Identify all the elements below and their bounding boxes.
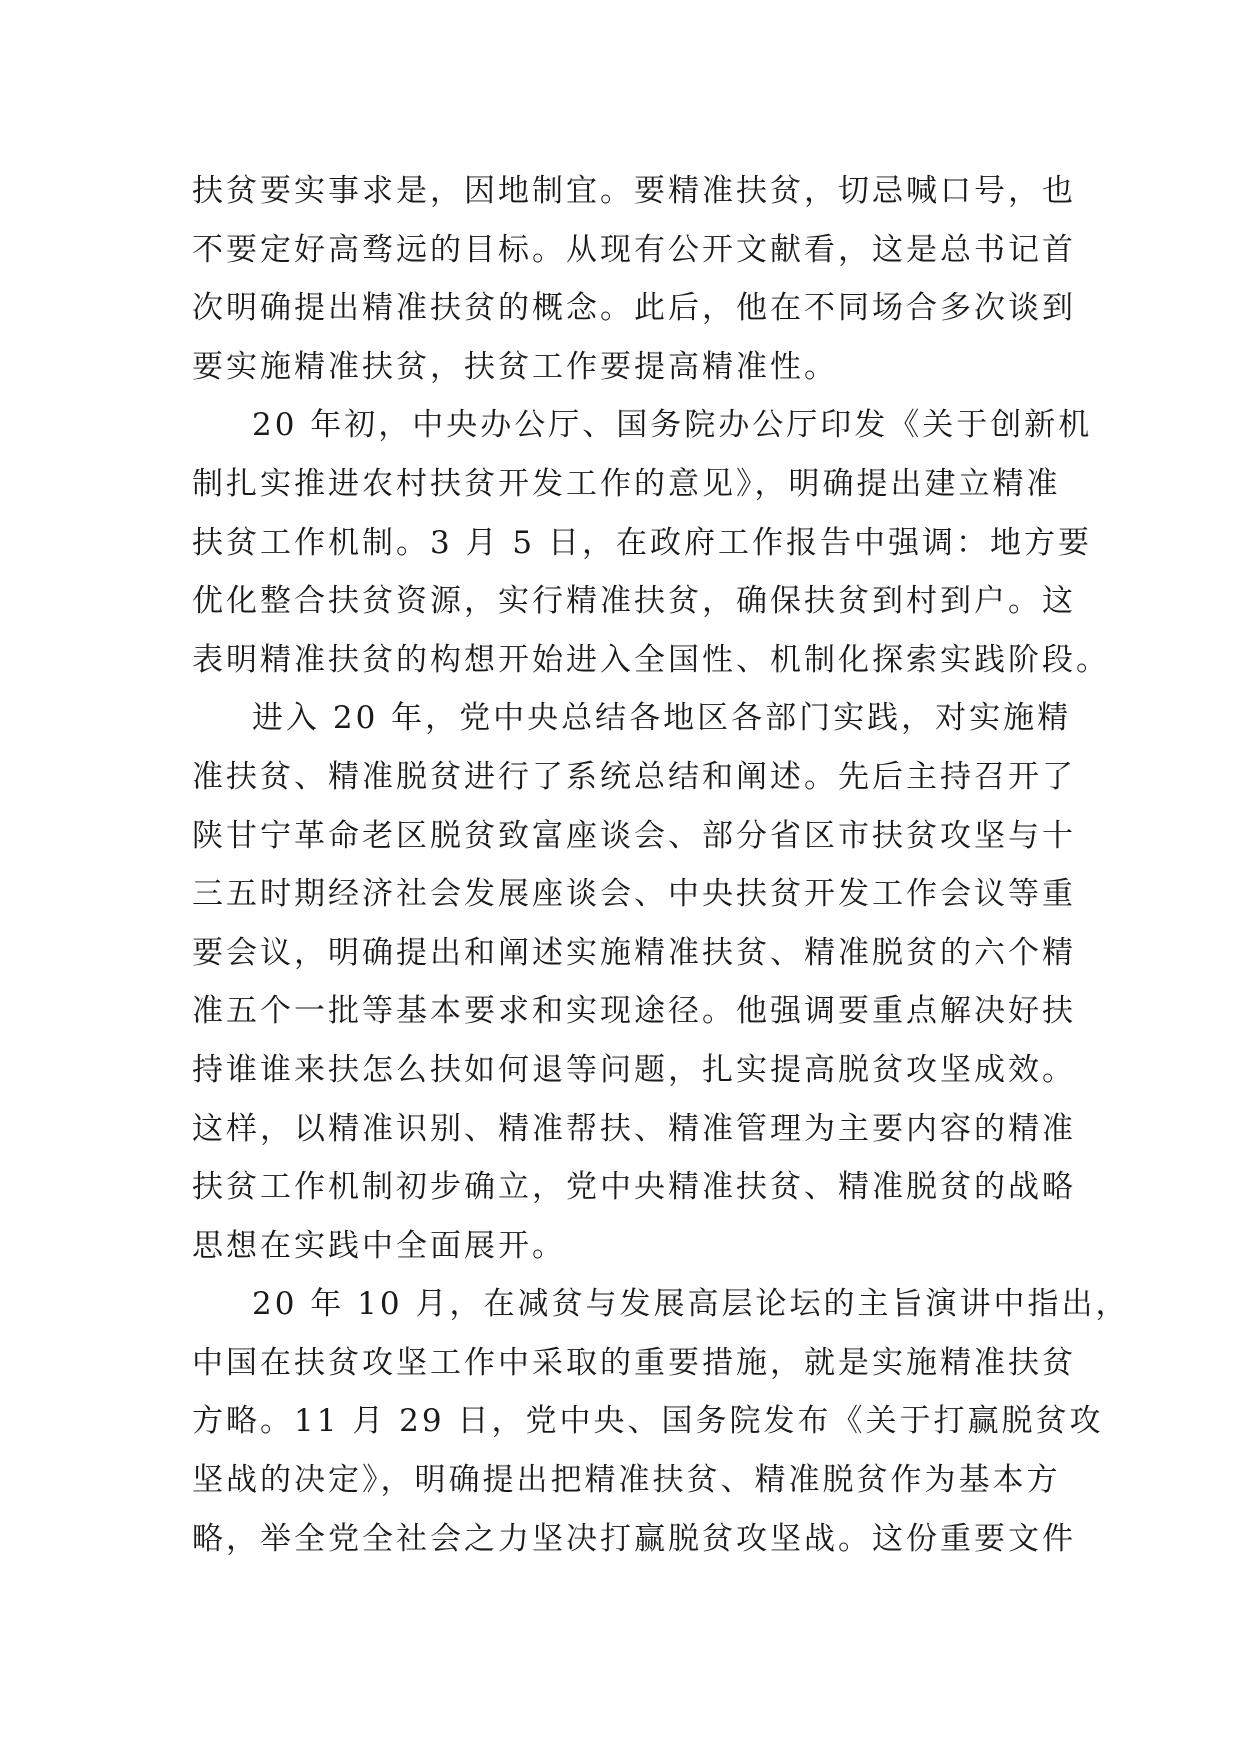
text-line: 表明精准扶贫的构想开始进入全国性、机制化探索实践阶段。: [192, 641, 1110, 678]
text-line: 这样，以精准识别、精准帮扶、精准管理为主要内容的精准: [192, 1110, 1076, 1147]
text-line: 不要定好高骛远的目标。从现有公开文献看，这是总书记首: [192, 231, 1076, 268]
text-line: 持谁谁来扶怎么扶如何退等问题，扎实提高脱贫攻坚成效。: [192, 1051, 1076, 1088]
document-body: [192, 162, 1130, 1568]
text-line: 准五个一批等基本要求和实现途径。他强调要重点解决好扶: [192, 993, 1076, 1030]
paragraph-first-line: 20 年 10 月，在减贫与发展高层论坛的主旨演讲中指出，: [252, 1286, 1130, 1323]
paragraph-first-line: 20 年初，中央办公厅、国务院办公厅印发《关于创新机: [252, 407, 1093, 444]
text-line: 中国在扶贫攻坚工作中采取的重要措施，就是实施精准扶贫: [192, 1344, 1076, 1381]
text-line: 扶贫要实事求是，因地制宜。要精准扶贫，切忌喊口号，也: [192, 173, 1076, 209]
text-line: 思想在实践中全面展开。: [192, 1227, 566, 1264]
text-line: 方略。11 月 29 日，党中央、国务院发布《关于打赢脱贫攻: [192, 1403, 1104, 1440]
text-line: 准扶贫、精准脱贫进行了系统总结和阐述。先后主持召开了: [192, 758, 1076, 795]
text-line: 扶贫工作机制初步确立，党中央精准扶贫、精准脱贫的战略: [192, 1169, 1076, 1206]
text-line: 扶贫工作机制。3 月 5 日，在政府工作报告中强调：地方要: [192, 524, 1093, 561]
paragraph-first-line: 进入 20 年，党中央总结各地区各部门实践，对实施精: [252, 700, 1072, 737]
text-line: 三五时期经济社会发展座谈会、中央扶贫开发工作会议等重: [192, 876, 1076, 913]
text-line: 坚战的决定》，明确提出把精准扶贫、精准脱贫作为基本方: [192, 1462, 1061, 1499]
text-line: 制扎实推进农村扶贫开发工作的意见》，明确提出建立精准: [192, 465, 1061, 502]
text-line: 次明确提出精准扶贫的概念。此后，他在不同场合多次谈到: [192, 290, 1076, 327]
text-line: 要会议，明确提出和阐述实施精准扶贫、精准脱贫的六个精: [192, 934, 1076, 971]
text-line: 优化整合扶贫资源，实行精准扶贫，确保扶贫到村到户。这: [192, 583, 1076, 620]
text-line: 要实施精准扶贫，扶贫工作要提高精准性。: [192, 348, 838, 385]
text-line: 陕甘宁革命老区脱贫致富座谈会、部分省区市扶贫攻坚与十: [192, 817, 1076, 854]
text-line: 略，举全党全社会之力坚决打赢脱贫攻坚战。这份重要文件: [192, 1520, 1076, 1557]
